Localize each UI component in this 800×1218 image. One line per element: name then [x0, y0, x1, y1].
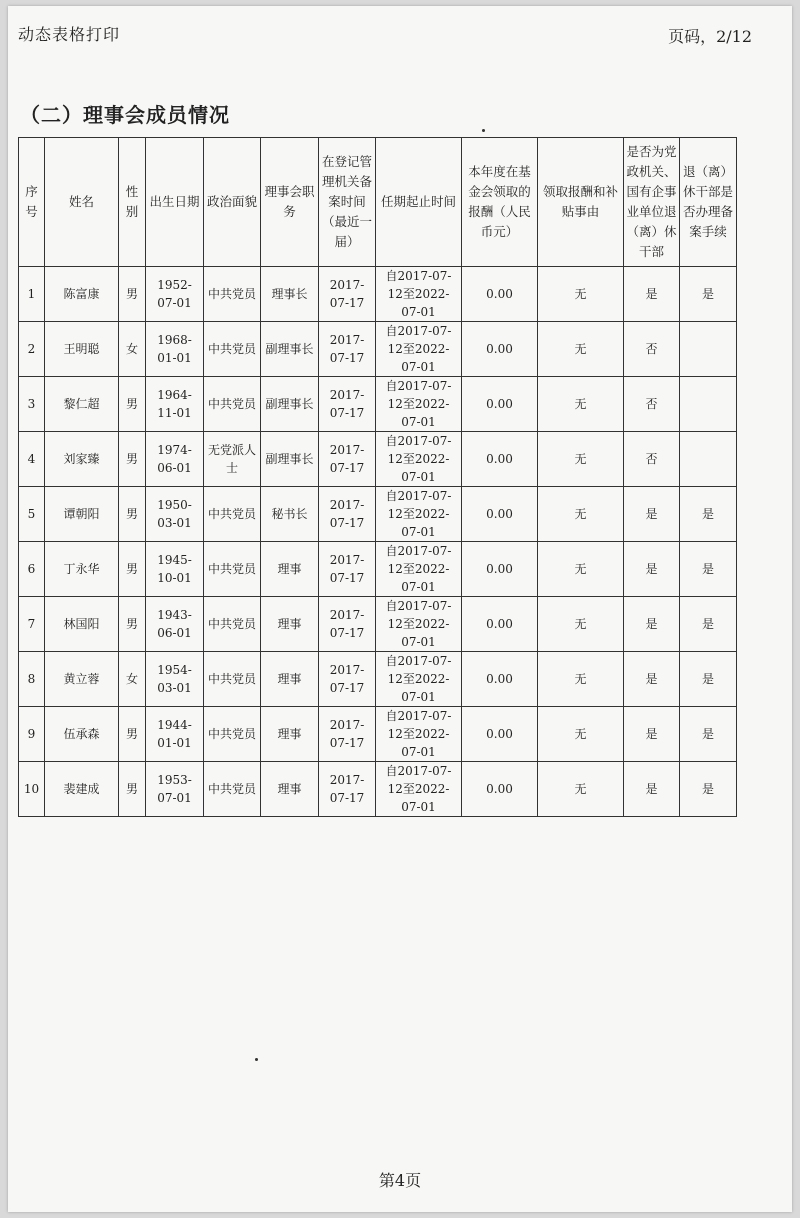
table-cell: 1953-07-01	[146, 762, 204, 817]
table-cell: 是	[680, 487, 737, 542]
table-cell: 0.00	[462, 432, 538, 487]
table-cell: 自2017-07-12至2022-07-01	[376, 322, 462, 377]
table-cell: 否	[624, 322, 680, 377]
table-cell: 无	[538, 597, 624, 652]
table-cell: 理事长	[261, 267, 319, 322]
column-header: 序号	[19, 138, 45, 267]
table-cell: 4	[19, 432, 45, 487]
table-cell: 无	[538, 377, 624, 432]
table-cell: 男	[119, 432, 146, 487]
table-cell: 自2017-07-12至2022-07-01	[376, 707, 462, 762]
table-cell: 否	[624, 432, 680, 487]
table-cell: 是	[680, 542, 737, 597]
table-cell: 伍承森	[45, 707, 119, 762]
column-header: 姓名	[45, 138, 119, 267]
table-cell: 2017-07-17	[319, 267, 376, 322]
table-cell: 黎仁超	[45, 377, 119, 432]
table-row	[19, 707, 737, 762]
table-cell: 是	[624, 762, 680, 817]
table-row	[19, 267, 737, 322]
board-members-table	[18, 137, 737, 817]
table-cell: 1952-07-01	[146, 267, 204, 322]
table-row	[19, 762, 737, 817]
table-cell: 丁永华	[45, 542, 119, 597]
table-cell: 0.00	[462, 597, 538, 652]
scan-speck	[482, 129, 485, 132]
table-cell: 男	[119, 762, 146, 817]
table-cell: 女	[119, 652, 146, 707]
table-cell: 0.00	[462, 487, 538, 542]
table-cell: 副理事长	[261, 432, 319, 487]
table-cell: 中共党员	[204, 762, 261, 817]
table-cell: 是	[680, 267, 737, 322]
table-cell: 1954-03-01	[146, 652, 204, 707]
table-cell: 是	[624, 707, 680, 762]
table-cell: 是	[680, 652, 737, 707]
table-cell: 王明聪	[45, 322, 119, 377]
table-cell: 理事	[261, 707, 319, 762]
table-cell: 2017-07-17	[319, 432, 376, 487]
table-cell: 男	[119, 267, 146, 322]
table-cell: 2017-07-17	[319, 377, 376, 432]
table-cell: 理事	[261, 542, 319, 597]
table-cell: 理事	[261, 762, 319, 817]
table-cell: 男	[119, 487, 146, 542]
table-cell: 无	[538, 487, 624, 542]
column-header: 性别	[119, 138, 146, 267]
table-cell	[680, 432, 737, 487]
table-row	[19, 542, 737, 597]
table-cell: 无	[538, 322, 624, 377]
table-cell: 陈富康	[45, 267, 119, 322]
table-cell: 无	[538, 762, 624, 817]
print-header-title: 动态表格打印	[18, 25, 121, 44]
table-cell: 中共党员	[204, 377, 261, 432]
scan-speck	[255, 1058, 258, 1061]
table-row	[19, 432, 737, 487]
table-cell: 是	[624, 487, 680, 542]
table-cell: 是	[624, 267, 680, 322]
table-cell: 中共党员	[204, 542, 261, 597]
table-cell: 2017-07-17	[319, 597, 376, 652]
table-cell: 自2017-07-12至2022-07-01	[376, 377, 462, 432]
table-cell: 0.00	[462, 762, 538, 817]
table-cell: 中共党员	[204, 267, 261, 322]
table-cell: 2017-07-17	[319, 487, 376, 542]
table-cell: 2	[19, 322, 45, 377]
table-cell: 自2017-07-12至2022-07-01	[376, 542, 462, 597]
table-cell: 裴建成	[45, 762, 119, 817]
table-cell: 是	[624, 542, 680, 597]
column-header: 是否为党政机关、国有企事业单位退（离）休干部	[624, 138, 680, 267]
table-cell: 是	[680, 597, 737, 652]
column-header: 出生日期	[146, 138, 204, 267]
table-cell: 是	[624, 597, 680, 652]
table-cell: 刘家臻	[45, 432, 119, 487]
table-cell: 中共党员	[204, 322, 261, 377]
table-cell: 0.00	[462, 267, 538, 322]
table-row	[19, 322, 737, 377]
table-cell: 自2017-07-12至2022-07-01	[376, 487, 462, 542]
table-cell: 秘书长	[261, 487, 319, 542]
table-cell: 10	[19, 762, 45, 817]
column-header: 政治面貌	[204, 138, 261, 267]
table-cell: 自2017-07-12至2022-07-01	[376, 597, 462, 652]
column-header: 领取报酬和补贴事由	[538, 138, 624, 267]
table-cell: 副理事长	[261, 322, 319, 377]
table-cell: 理事	[261, 652, 319, 707]
table-cell: 男	[119, 542, 146, 597]
table-cell: 1	[19, 267, 45, 322]
table-cell: 1944-01-01	[146, 707, 204, 762]
document-page	[8, 6, 792, 1212]
table-cell: 0.00	[462, 542, 538, 597]
table-cell: 1945-10-01	[146, 542, 204, 597]
table-cell: 1943-06-01	[146, 597, 204, 652]
table-cell: 中共党员	[204, 487, 261, 542]
table-cell: 9	[19, 707, 45, 762]
table-cell: 1950-03-01	[146, 487, 204, 542]
table-cell: 副理事长	[261, 377, 319, 432]
table-cell: 无	[538, 432, 624, 487]
column-header: 任期起止时间	[376, 138, 462, 267]
table-cell: 中共党员	[204, 707, 261, 762]
table-row	[19, 487, 737, 542]
page-footer: 第4页	[378, 1171, 422, 1190]
table-cell: 谭朝阳	[45, 487, 119, 542]
table-cell: 自2017-07-12至2022-07-01	[376, 432, 462, 487]
table-cell: 中共党员	[204, 597, 261, 652]
table-cell: 2017-07-17	[319, 707, 376, 762]
table-cell: 0.00	[462, 322, 538, 377]
table-cell: 8	[19, 652, 45, 707]
table-cell: 2017-07-17	[319, 322, 376, 377]
table-cell: 是	[624, 652, 680, 707]
table-cell: 1974-06-01	[146, 432, 204, 487]
table-row	[19, 652, 737, 707]
column-header: 在登记管理机关备案时间（最近一届）	[319, 138, 376, 267]
table-cell: 是	[680, 762, 737, 817]
column-header: 理事会职务	[261, 138, 319, 267]
table-cell: 6	[19, 542, 45, 597]
page-number-indicator: 页码，2/12	[668, 27, 752, 46]
table-cell: 自2017-07-12至2022-07-01	[376, 762, 462, 817]
table-cell: 黄立蓉	[45, 652, 119, 707]
column-header: 本年度在基金会领取的报酬（人民币元）	[462, 138, 538, 267]
table-cell: 无党派人士	[204, 432, 261, 487]
table-row	[19, 377, 737, 432]
table-cell: 7	[19, 597, 45, 652]
table-cell: 是	[680, 707, 737, 762]
table-cell: 林国阳	[45, 597, 119, 652]
table-cell	[680, 377, 737, 432]
table-cell: 否	[624, 377, 680, 432]
table-cell: 无	[538, 267, 624, 322]
table-cell: 自2017-07-12至2022-07-01	[376, 267, 462, 322]
table-cell: 1968-01-01	[146, 322, 204, 377]
table-cell: 无	[538, 542, 624, 597]
table-header-row	[19, 138, 737, 267]
table-cell: 1964-11-01	[146, 377, 204, 432]
table-cell: 理事	[261, 597, 319, 652]
table-cell: 2017-07-17	[319, 652, 376, 707]
table-cell: 3	[19, 377, 45, 432]
table-row	[19, 597, 737, 652]
table-cell: 中共党员	[204, 652, 261, 707]
table-cell: 无	[538, 652, 624, 707]
column-header: 退（离）休干部是否办理备案手续	[680, 138, 737, 267]
table-cell: 0.00	[462, 652, 538, 707]
table-cell: 女	[119, 322, 146, 377]
table-cell: 男	[119, 377, 146, 432]
table-cell: 男	[119, 707, 146, 762]
table-cell: 自2017-07-12至2022-07-01	[376, 652, 462, 707]
table-cell: 男	[119, 597, 146, 652]
table-cell: 2017-07-17	[319, 762, 376, 817]
table-cell: 0.00	[462, 377, 538, 432]
table-cell: 2017-07-17	[319, 542, 376, 597]
table-cell: 0.00	[462, 707, 538, 762]
table-cell: 无	[538, 707, 624, 762]
section-title: （二）理事会成员情况	[20, 103, 230, 127]
table-cell: 5	[19, 487, 45, 542]
table-cell	[680, 322, 737, 377]
